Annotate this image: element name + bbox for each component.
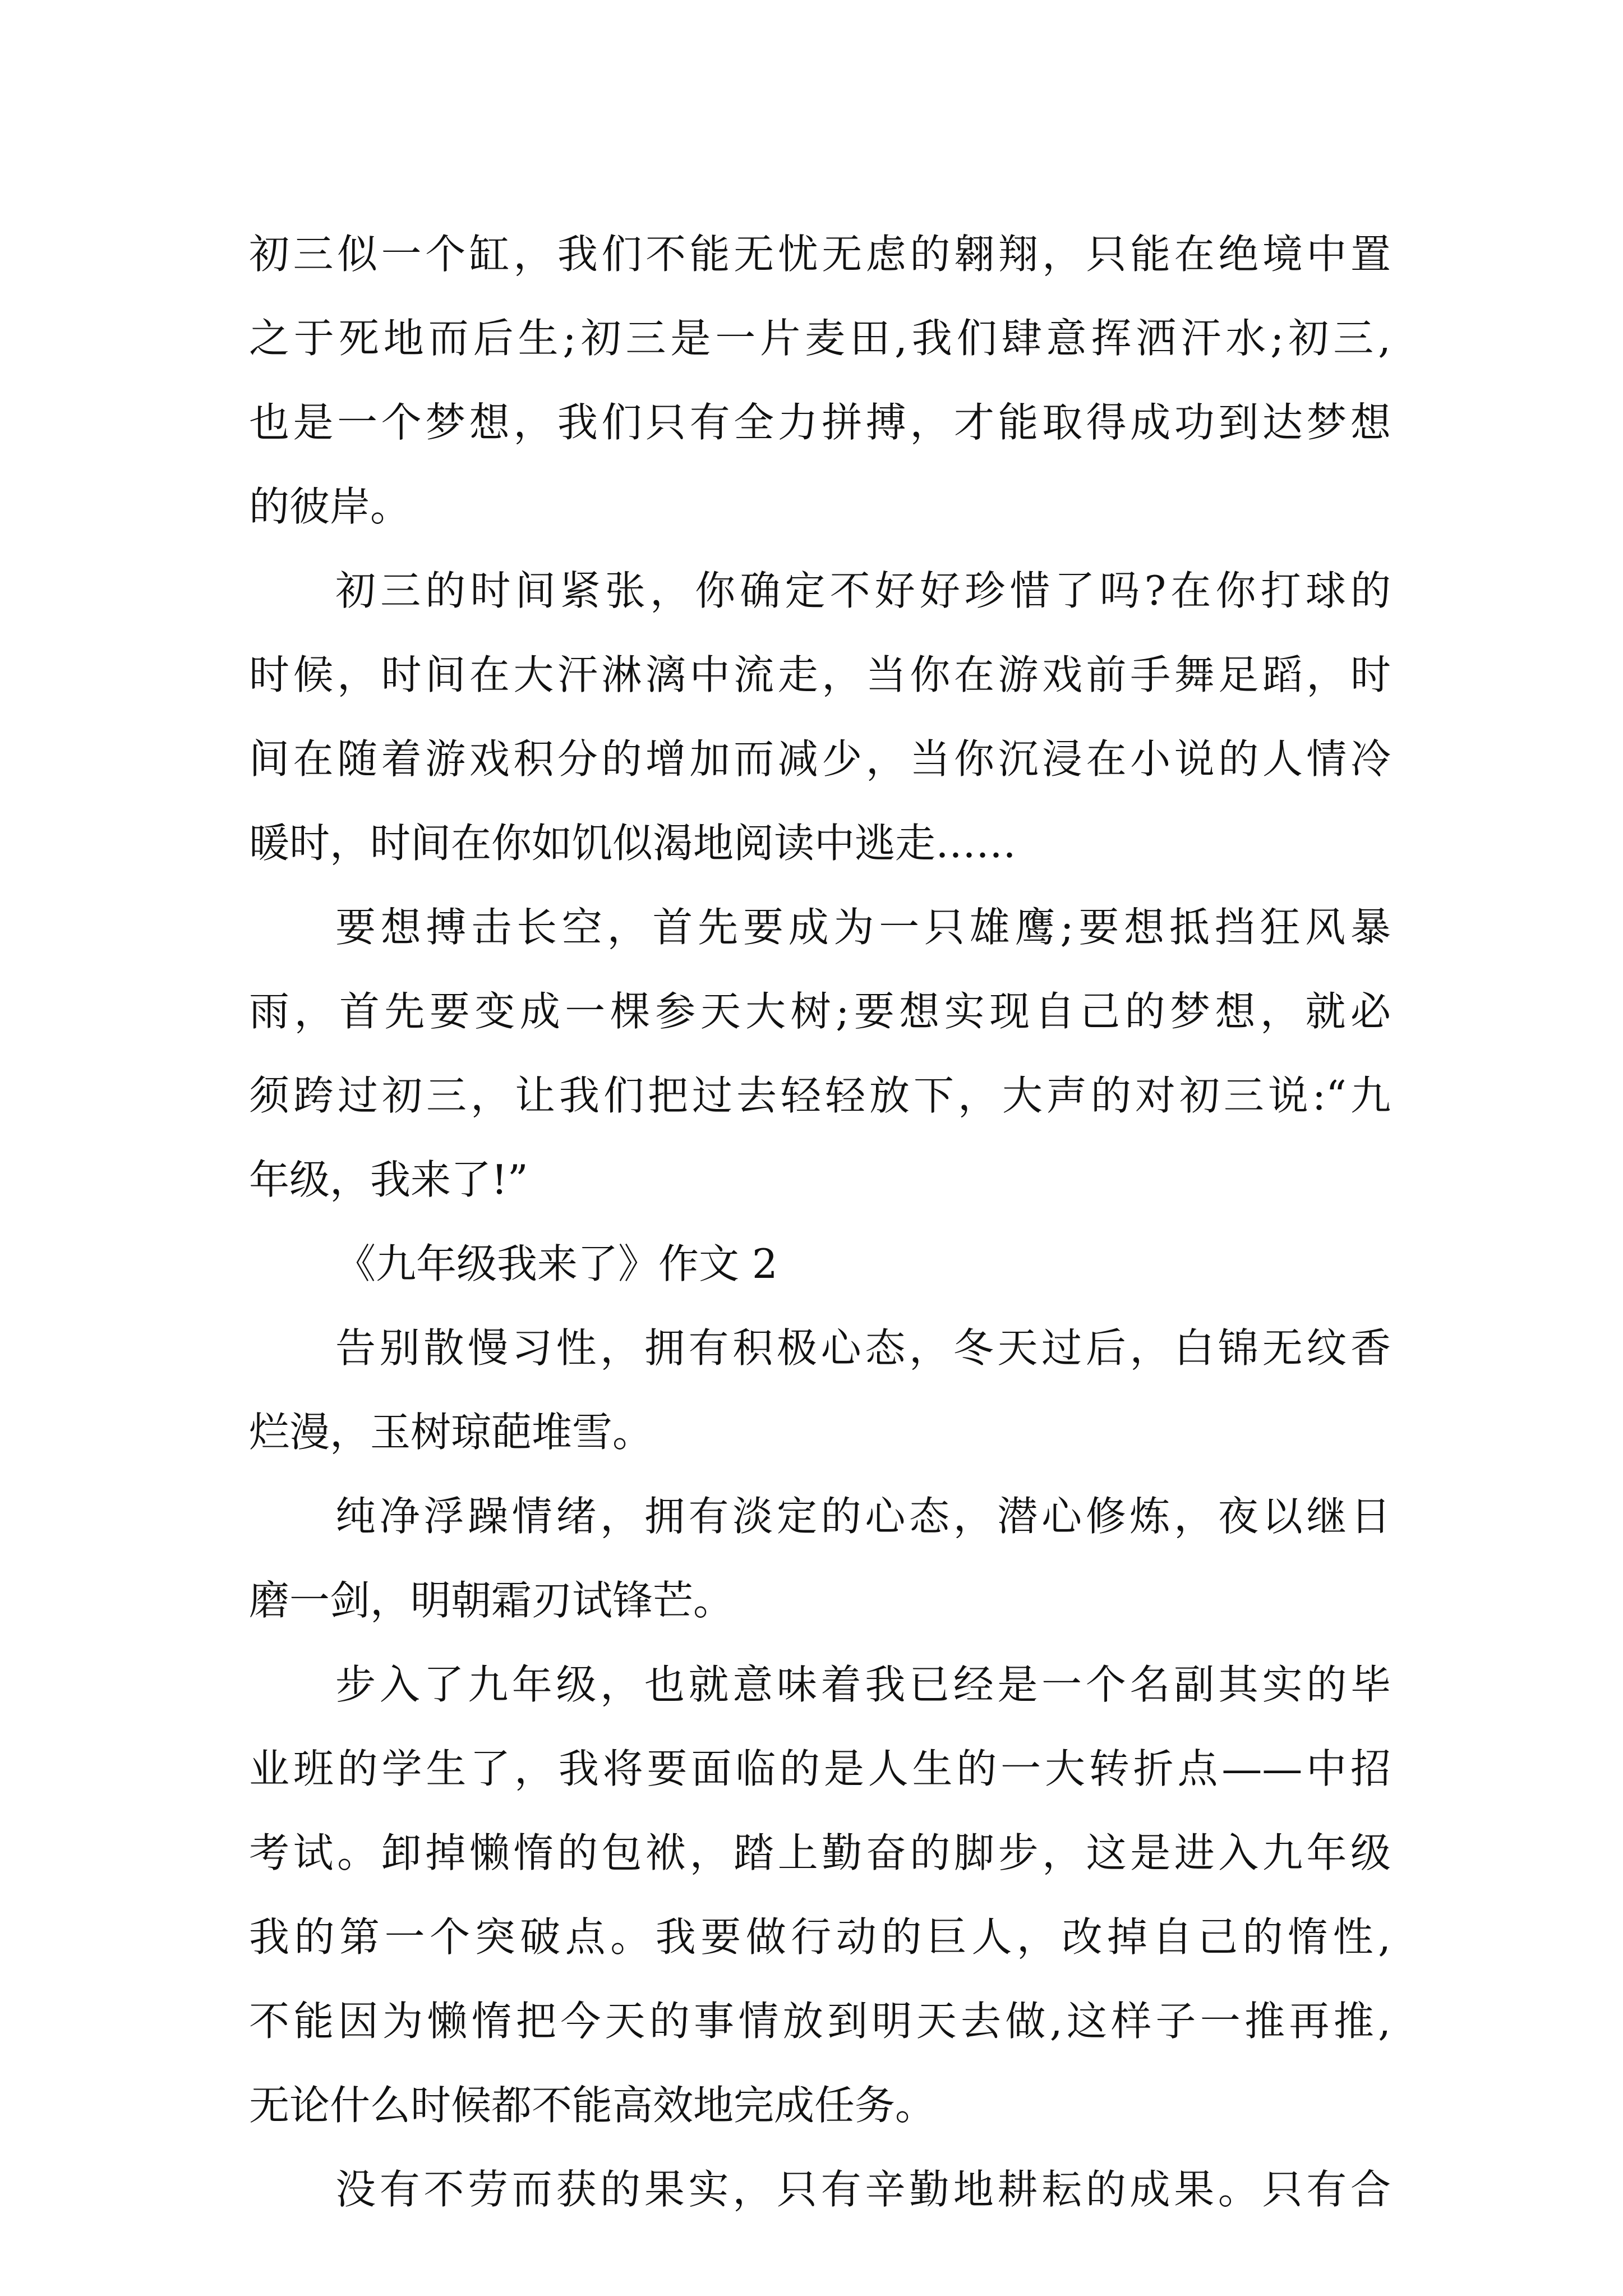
text-line: 考试。卸掉懒惰的包袱，踏上勤奋的脚步，这是进入九年级 xyxy=(249,1829,1391,1876)
text-line: 年级，我来了!” xyxy=(249,1156,528,1203)
text-line: 初三似一个缸，我们不能无忧无虑的翱翔，只能在绝境中置 xyxy=(249,231,1391,278)
paragraph-start-line: 步入了九年级，也就意味着我已经是一个名副其实的毕 xyxy=(335,1661,1391,1708)
paragraph-start-line: 纯净浮躁情绪，拥有淡定的心态，潜心修炼，夜以继日 xyxy=(335,1493,1391,1540)
paragraph-start-line: 初三的时间紧张，你确定不好好珍惜了吗?在你打球的 xyxy=(335,567,1391,614)
text-line: 不能因为懒惰把今天的事情放到明天去做,这样子一推再推, xyxy=(249,1998,1391,2045)
text-line: 须跨过初三，让我们把过去轻轻放下，大声的对初三说:“九 xyxy=(249,1072,1391,1119)
paragraph-start-line: 没有不劳而获的果实，只有辛勤地耕耘的成果。只有合 xyxy=(335,2166,1391,2213)
text-line: 也是一个梦想，我们只有全力拼搏，才能取得成功到达梦想 xyxy=(249,399,1391,446)
text-line: 时候，时间在大汗淋漓中流走，当你在游戏前手舞足蹈，时 xyxy=(249,651,1391,698)
section-heading: 《九年级我来了》作文 2 xyxy=(335,1240,778,1287)
paragraph-start-line: 告别散慢习性，拥有积极心态，冬天过后，白锦无纹香 xyxy=(335,1324,1391,1372)
text-line: 暖时，时间在你如饥似渴地阅读中逃走…… xyxy=(249,820,1017,867)
text-line: 烂漫，玉树琼葩堆雪。 xyxy=(249,1409,653,1456)
text-line: 间在随着游戏积分的增加而减少，当你沉浸在小说的人情冷 xyxy=(249,735,1391,783)
text-line: 之于死地而后生;初三是一片麦田,我们肆意挥洒汗水;初三, xyxy=(249,315,1391,362)
text-line: 我的第一个突破点。我要做行动的巨人，改掉自己的惰性, xyxy=(249,1913,1391,1961)
text-line: 业班的学生了，我将要面临的是人生的一大转折点——中招 xyxy=(249,1745,1391,1792)
text-line: 磨一剑，明朝霜刃试锋芒。 xyxy=(249,1577,734,1624)
text-line: 的彼岸。 xyxy=(249,483,411,530)
text-line: 雨，首先要变成一棵参天大树;要想实现自己的梦想，就必 xyxy=(249,988,1391,1035)
text-line: 无论什么时候都不能高效地完成任务。 xyxy=(249,2082,936,2129)
paragraph-start-line: 要想搏击长空，首先要成为一只雄鹰;要想抵挡狂风暴 xyxy=(335,904,1391,951)
